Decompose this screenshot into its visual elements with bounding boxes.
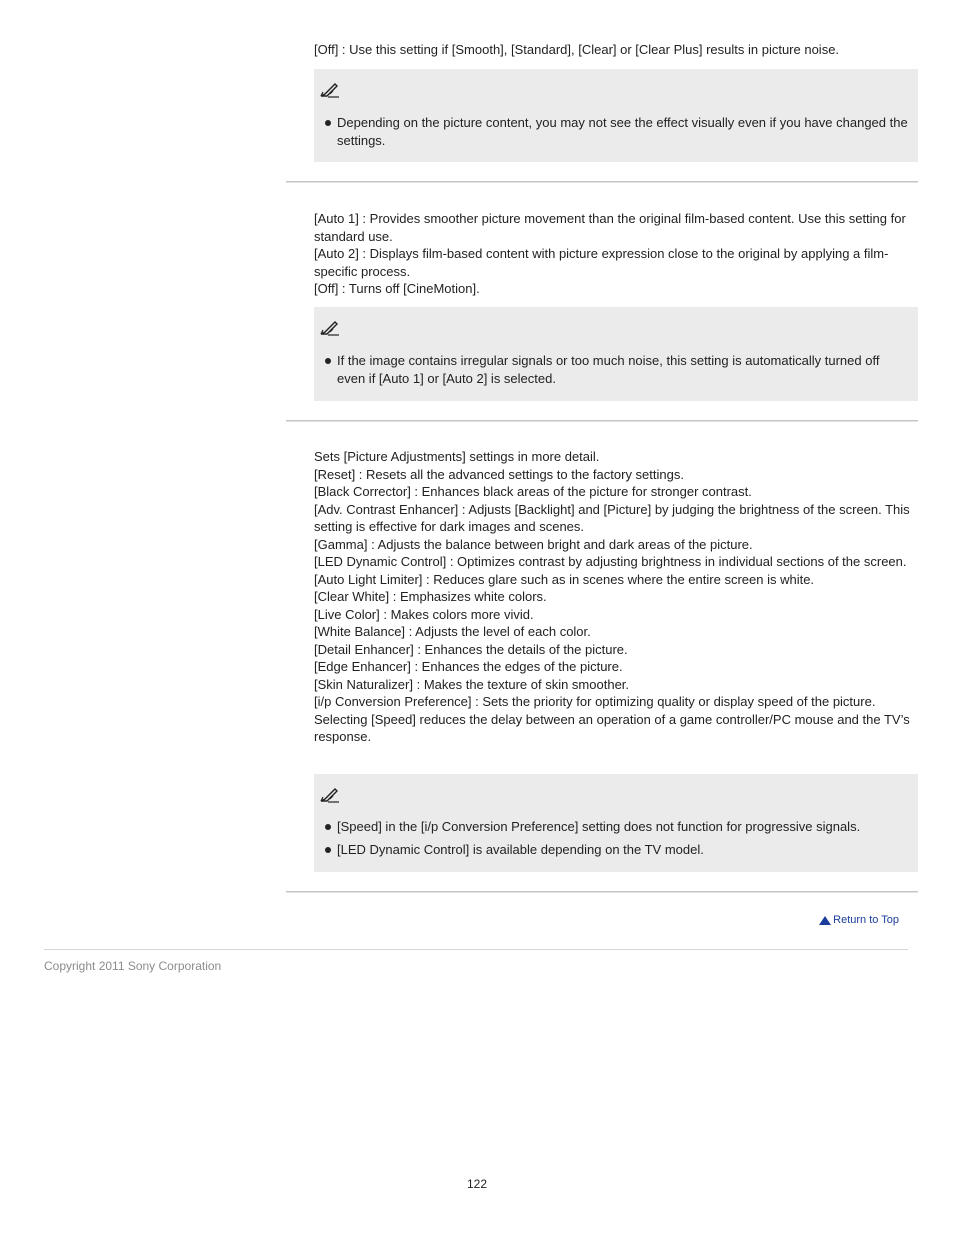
- section3-line: [Reset] : Resets all the advanced settings to the factory settings.: [314, 466, 684, 482]
- section3-line: [Gamma] : Adjusts the balance between bright and dark areas of the picture.: [314, 536, 753, 552]
- return-to-top-link[interactable]: [819, 914, 899, 926]
- section1-note-box: [314, 69, 918, 162]
- section3-line: [Skin Naturalizer] : Makes the texture of skin smoother.: [314, 676, 630, 692]
- note-item-text: [Speed] in the [i/p Conversion Preference] setting does not function for progressive signals.: [337, 819, 861, 834]
- return-to-top-label: Return to Top: [833, 914, 899, 926]
- section3-line: Sets [Picture Adjustments] settings in more detail.: [314, 449, 600, 464]
- note-pencil-icon: [319, 319, 341, 337]
- note-item: [314, 818, 910, 836]
- section3-note-box: [314, 774, 918, 872]
- section2-line: [Auto 1] : Provides smoother picture movement than the original film-based content. Use this setting for standard use.: [314, 211, 906, 244]
- section3-line: [LED Dynamic Control] : Optimizes contrast by adjusting brightness in individual sections of the screen.: [314, 554, 907, 569]
- page-number: 122: [466, 1177, 488, 1191]
- note-list: [314, 818, 910, 864]
- note-item: [314, 841, 910, 859]
- section2-line: [Off] : Turns off [CineMotion].: [314, 281, 480, 296]
- section-divider: [286, 181, 918, 183]
- section3-line: [Clear White] : Emphasizes white colors.: [314, 589, 547, 604]
- note-item: [314, 114, 910, 150]
- section2-line: [Auto 2] : Displays film-based content with picture expression close to the original by applying a film-specific process.: [314, 246, 889, 279]
- note-pencil-icon: [319, 81, 341, 99]
- bullet-dot-icon: [325, 824, 331, 830]
- up-triangle-icon: [819, 916, 831, 925]
- footer-divider: [44, 949, 908, 950]
- bullet-dot-icon: [325, 358, 331, 364]
- section3-text: [314, 448, 918, 746]
- section3-line: [White Balance] : Adjusts the level of each color.: [314, 624, 591, 639]
- copyright-text: Copyright 2011 Sony Corporation: [44, 959, 222, 973]
- section-divider: [286, 891, 918, 893]
- note-list: [314, 114, 910, 155]
- section3-line: [Black Corrector] : Enhances black areas of the picture for stronger contrast.: [314, 484, 752, 499]
- note-item-text: Depending on the picture content, you may not see the effect visually even if you have changed the settings.: [337, 115, 908, 148]
- section3-line: [Edge Enhancer] : Enhances the edges of the picture.: [314, 659, 623, 674]
- section1-text: [314, 41, 918, 59]
- section3-line: [Auto Light Limiter] : Reduces glare such as in scenes where the entire screen is white.: [314, 571, 815, 587]
- note-item: [314, 352, 910, 388]
- section-divider: [286, 420, 918, 422]
- section3-line: [i/p Conversion Preference] : Sets the priority for optimizing quality or display speed of the picture. Selecting [Speed] reduces the delay between an operation of a game controller/PC mouse and the TV’s response.: [314, 694, 910, 744]
- note-item-text: If the image contains irregular signals or too much noise, this setting is automatically turned off even if [Auto 1] or [Auto 2] is selected.: [337, 353, 880, 386]
- section3-line: [Live Color] : Makes colors more vivid.: [314, 606, 534, 622]
- section1-line: [Off] : Use this setting if [Smooth], [Standard], [Clear] or [Clear Plus] results in picture noise.: [314, 42, 840, 57]
- note-item-text: [LED Dynamic Control] is available depending on the TV model.: [337, 842, 704, 857]
- bullet-dot-icon: [325, 847, 331, 853]
- bullet-dot-icon: [325, 120, 331, 126]
- note-list: [314, 352, 910, 393]
- note-pencil-icon: [319, 786, 341, 804]
- section2-note-box: [314, 307, 918, 401]
- section3-line: [Adv. Contrast Enhancer] : Adjusts [Backlight] and [Picture] by judging the brightness of the screen. This setting is effective for dark images and scenes.: [314, 501, 910, 534]
- section2-text: [314, 210, 918, 298]
- section3-line: [Detail Enhancer] : Enhances the details of the picture.: [314, 641, 628, 657]
